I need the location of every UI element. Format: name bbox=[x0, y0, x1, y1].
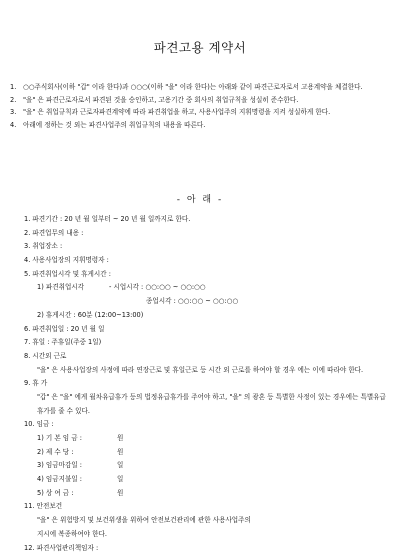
wage-item bbox=[24, 487, 390, 501]
wage-unit: 원 bbox=[117, 488, 124, 497]
wage-item bbox=[24, 473, 390, 487]
clause-number: 2. bbox=[10, 95, 17, 104]
overtime-text: "을" 은 사용사업장의 사정에 따라 연장근로 및 휴일근로 등 시간 외 근로를 하여야 할 경우 에는 이에 따라야 한다. bbox=[37, 365, 364, 374]
term-hours: 5. 파견취업시각 및 휴게시간 : bbox=[24, 269, 111, 278]
wage-label: 3) 임금마감일 : bbox=[37, 461, 83, 470]
term-overtime: 8. 시간외 근로 bbox=[24, 351, 67, 360]
wage-item bbox=[24, 432, 390, 446]
hours-label: 1) 파견취업시각 bbox=[37, 283, 85, 292]
leave-text: "갑" 은 "을" 에게 월차유급휴가 등의 법정유급휴가를 주어야 하고, "을" 의 광혼 등 특별한 사정이 있는 경우에는 특별유급휴가를 줄 수 있다. bbox=[37, 392, 386, 415]
intro-clause bbox=[10, 106, 388, 119]
wage-item bbox=[24, 459, 390, 473]
clause-text: ○○주식회사(이하 "갑" 이라 한다)과 ○○○(이하 "을" 이라 한다)는 아래와 같이 파견근로자로서 고용계약을 체결한다. bbox=[23, 83, 363, 91]
intro-clause bbox=[10, 119, 388, 132]
wage-unit: 일 bbox=[117, 461, 124, 470]
wage-item bbox=[24, 446, 390, 460]
intro-clause bbox=[10, 81, 388, 94]
wage-label: 4) 임금지불일 : bbox=[37, 475, 83, 484]
term-duty: 2. 파견업무의 내용 : bbox=[24, 228, 84, 237]
wage-label: 5) 상 여 금 : bbox=[37, 488, 74, 497]
term-workplace: 3. 취업장소 : bbox=[24, 242, 63, 251]
term-safety: 11. 안전보건 bbox=[24, 502, 63, 511]
clause-number: 3. bbox=[10, 108, 17, 117]
safety-text-line2: 지시에 복종하여야 한다. bbox=[37, 529, 107, 538]
section-heading: - 아 래 - bbox=[176, 195, 224, 205]
safety-text-line1: "을" 은 위험방지 및 보건위생을 위하여 안전보건관리에 관한 사용사업주의 bbox=[37, 516, 251, 525]
wage-unit: 원 bbox=[117, 447, 124, 456]
wage-unit: 원 bbox=[117, 434, 124, 443]
term-hours-end: 종업시각 : ○○:○○ ~ ○○:○○ bbox=[146, 297, 239, 306]
term-hours-start bbox=[24, 281, 390, 295]
wage-label: 1) 기 본 임 금 : bbox=[37, 434, 82, 443]
clause-text: "을" 은 파견근로자로서 파견된 것을 승인하고, 고용기간 중 회사의 취업규칙을 성실히 준수한다. bbox=[23, 95, 299, 104]
intro-clause bbox=[10, 94, 388, 107]
term-supervisor: 4. 사용사업장의 지휘명령자 : bbox=[24, 256, 109, 265]
term-manager: 12. 파견사업관리책임자 : bbox=[24, 543, 99, 552]
clause-number: 4. bbox=[10, 121, 17, 130]
term-leave: 9. 휴 가 bbox=[24, 379, 48, 388]
start-time: - 시업시각 : ○○:○○ ~ ○○:○○ bbox=[109, 283, 206, 292]
clause-text: 아래에 정하는 것 외는 파견사업주의 취업규칙의 내용을 따른다. bbox=[23, 121, 206, 130]
term-period: 1. 파견기간 : 20 년 월 일부터 ~ 20 년 월 일까지로 한다. bbox=[24, 215, 191, 223]
clause-text: "을" 은 취업규칙과 근로자파견계약에 따라 파견취업을 하고, 사용사업주의 지휘명령을 지켜 성실하게 한다. bbox=[23, 108, 331, 117]
term-workday: 6. 파견취업일 : 20 년 월 일 bbox=[24, 324, 105, 333]
intro-clauses bbox=[10, 81, 388, 132]
term-break: 2) 휴게시간 : 60분 (12:00~13:00) bbox=[37, 310, 144, 319]
wage-label: 2) 제 수 당 : bbox=[37, 447, 74, 456]
clause-number: 1. bbox=[10, 83, 17, 91]
wage-unit: 일 bbox=[117, 475, 124, 484]
document-title: 파견고용 계약서 bbox=[153, 40, 247, 55]
term-holiday: 7. 휴일 : 주휴일(주중 1일) bbox=[24, 338, 102, 347]
contract-terms bbox=[24, 213, 390, 555]
term-wage: 10. 임금 : bbox=[24, 420, 54, 429]
